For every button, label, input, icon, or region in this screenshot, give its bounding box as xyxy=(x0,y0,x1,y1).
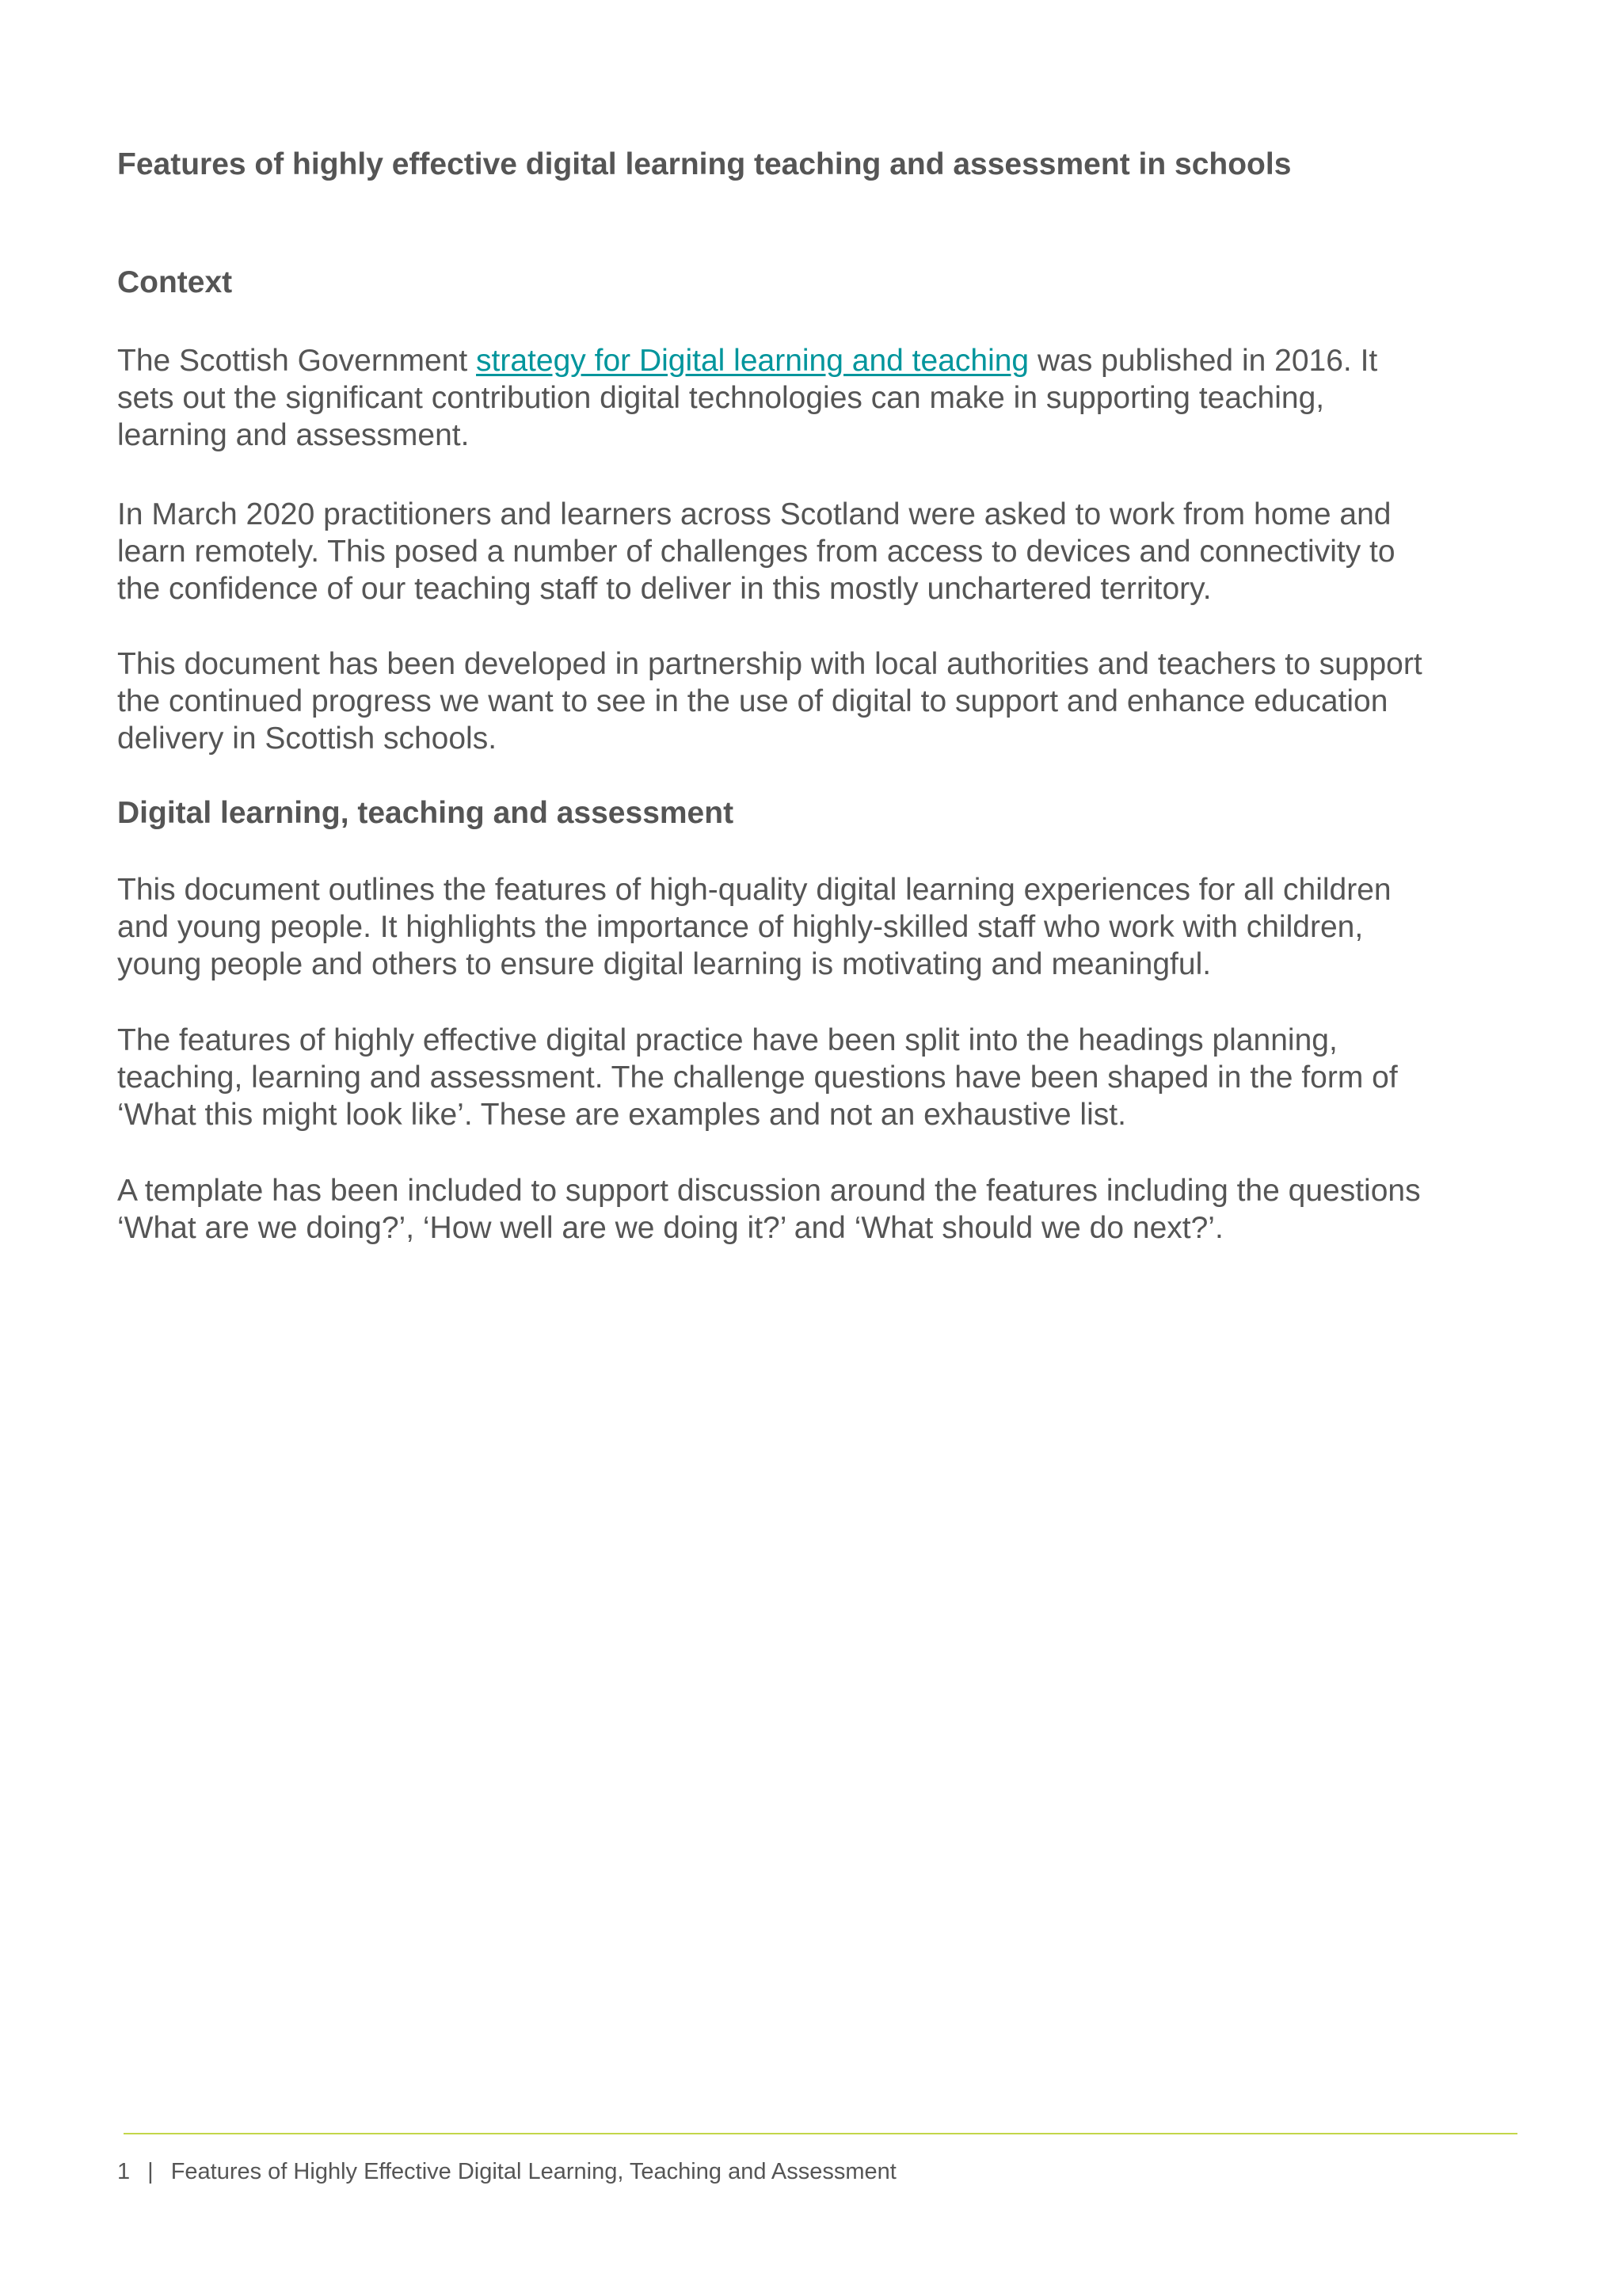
paragraph-line: learn remotely. This posed a number of challenges from access to devices and connectivity to xyxy=(117,535,1395,569)
section-heading-digital-learning: Digital learning, teaching and assessment xyxy=(117,796,734,830)
text-run: The Scottish Government xyxy=(117,344,477,378)
paragraph-digital-1 xyxy=(117,871,1519,983)
paragraph-digital-3 xyxy=(117,1172,1519,1247)
paragraph-line xyxy=(117,342,1519,379)
page-number: 1 xyxy=(117,2159,131,2184)
paragraph-line: and young people. It highlights the importance of highly-skilled staff who work with children, xyxy=(117,910,1364,944)
paragraph-line: young people and others to ensure digital learning is motivating and meaningful. xyxy=(117,947,1212,981)
strategy-link[interactable]: strategy for Digital learning and teaching xyxy=(476,344,1030,378)
paragraph-line: A template has been included to support discussion around the features including the questions xyxy=(117,1174,1421,1208)
text-run: was published in 2016. It xyxy=(1029,344,1378,378)
paragraph-line: This document has been developed in partnership with local authorities and teachers to support xyxy=(117,647,1422,681)
paragraph-line: learning and assessment. xyxy=(117,418,470,452)
paragraph-line: In March 2020 practitioners and learners across Scotland were asked to work from home and xyxy=(117,497,1392,531)
footer-title: Features of Highly Effective Digital Learning, Teaching and Assessment xyxy=(170,2159,897,2184)
section-heading-context: Context xyxy=(117,265,233,299)
paragraph-digital-2 xyxy=(117,1022,1519,1133)
paragraph-line: ‘What are we doing?’, ‘How well are we doing it?’ and ‘What should we do next?’. xyxy=(117,1211,1224,1245)
paragraph-context-3 xyxy=(117,645,1519,757)
paragraph-line: ‘What this might look like’. These are examples and not an exhaustive list. xyxy=(117,1098,1126,1132)
paragraph-context-2 xyxy=(117,496,1519,607)
paragraph-line: This document outlines the features of high-quality digital learning experiences for all children xyxy=(117,873,1392,907)
paragraph-line: the confidence of our teaching staff to deliver in this mostly unchartered territory. xyxy=(117,572,1212,606)
paragraph-line: sets out the significant contribution digital technologies can make in supporting teaching, xyxy=(117,381,1325,415)
document-title: Features of highly effective digital learning teaching and assessment in schools xyxy=(117,147,1292,181)
paragraph-line: the continued progress we want to see in the use of digital to support and enhance education xyxy=(117,684,1388,718)
paragraph-line: The features of highly effective digital practice have been split into the headings planning, xyxy=(117,1023,1338,1057)
paragraph-line: teaching, learning and assessment. The challenge questions have been shaped in the form of xyxy=(117,1060,1398,1095)
footer-divider xyxy=(124,2133,1517,2134)
page-footer xyxy=(117,2159,897,2185)
paragraph-line: delivery in Scottish schools. xyxy=(117,722,497,756)
paragraph-context-1 xyxy=(117,342,1519,454)
footer-separator: | xyxy=(147,2159,154,2184)
